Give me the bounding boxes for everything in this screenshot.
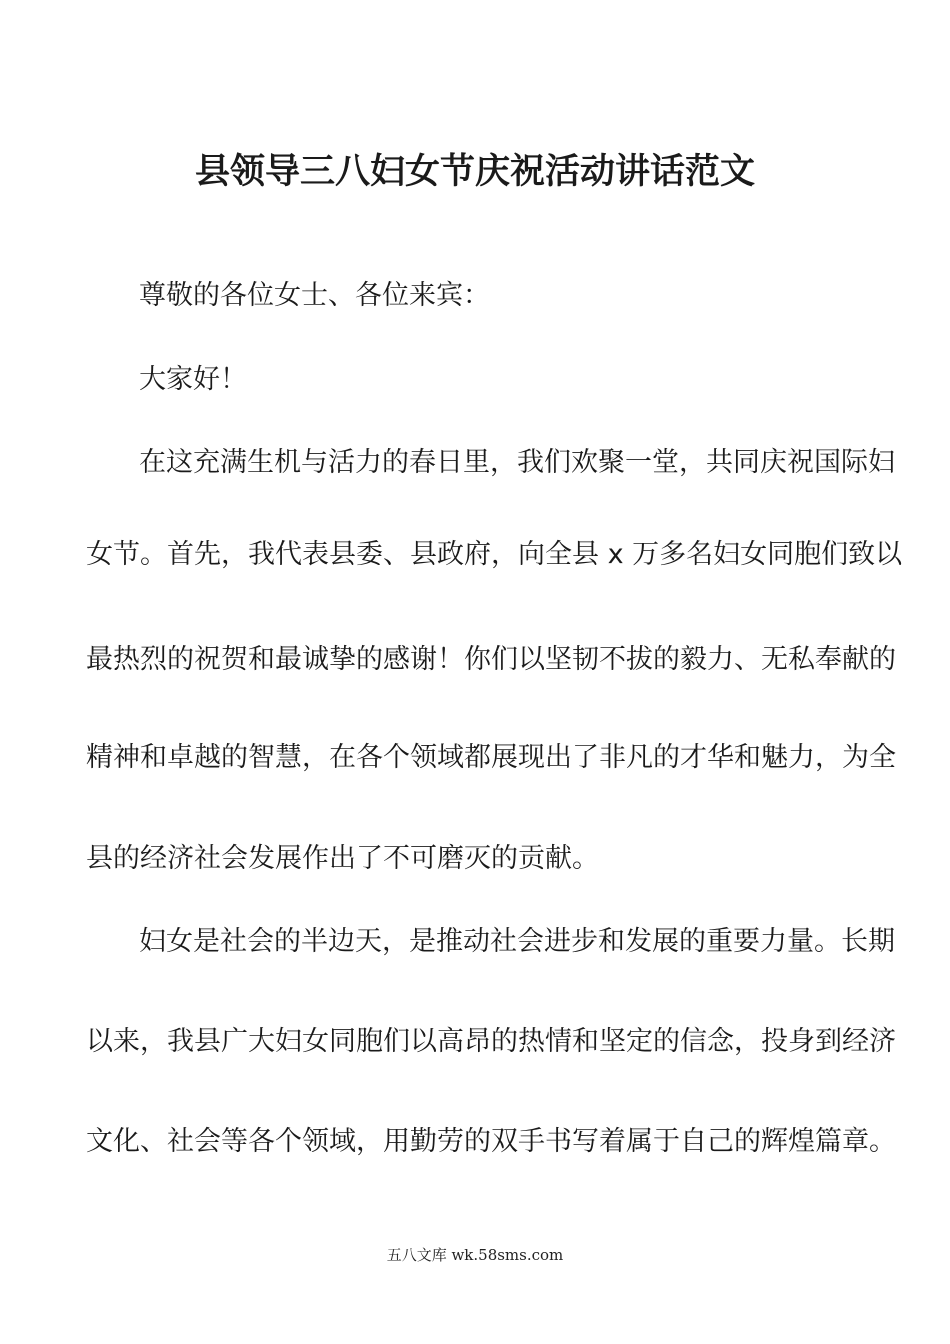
paragraph-line: 精神和卓越的智慧，在各个领域都展现出了非凡的才华和魅力，为全 — [86, 742, 896, 773]
document-title: 县领导三八妇女节庆祝活动讲话范文 — [194, 152, 755, 192]
paragraph-line: 以来，我县广大妇女同胞们以高昂的热情和坚定的信念，投身到经济 — [86, 1026, 896, 1057]
greeting: 大家好！ — [139, 364, 247, 395]
paragraph-line: 文化、社会等各个领域，用勤劳的双手书写着属于自己的辉煌篇章。 — [86, 1126, 896, 1157]
footer-watermark: 五八文库 wk.58sms.com — [386, 1246, 564, 1264]
paragraph-line: 最热烈的祝贺和最诚挚的感谢！你们以坚韧不拔的毅力、无私奉献的 — [86, 644, 896, 675]
paragraph-line: 女节。首先，我代表县委、县政府，向全县 x 万多名妇女同胞们致以 — [86, 539, 903, 570]
paragraph-line: 在这充满生机与活力的春日里，我们欢聚一堂，共同庆祝国际妇 — [139, 447, 895, 478]
salutation: 尊敬的各位女士、各位来宾： — [139, 280, 490, 311]
paragraph-line: 县的经济社会发展作出了不可磨灭的贡献。 — [86, 843, 599, 874]
paragraph-line: 妇女是社会的半边天，是推动社会进步和发展的重要力量。长期 — [139, 926, 895, 957]
